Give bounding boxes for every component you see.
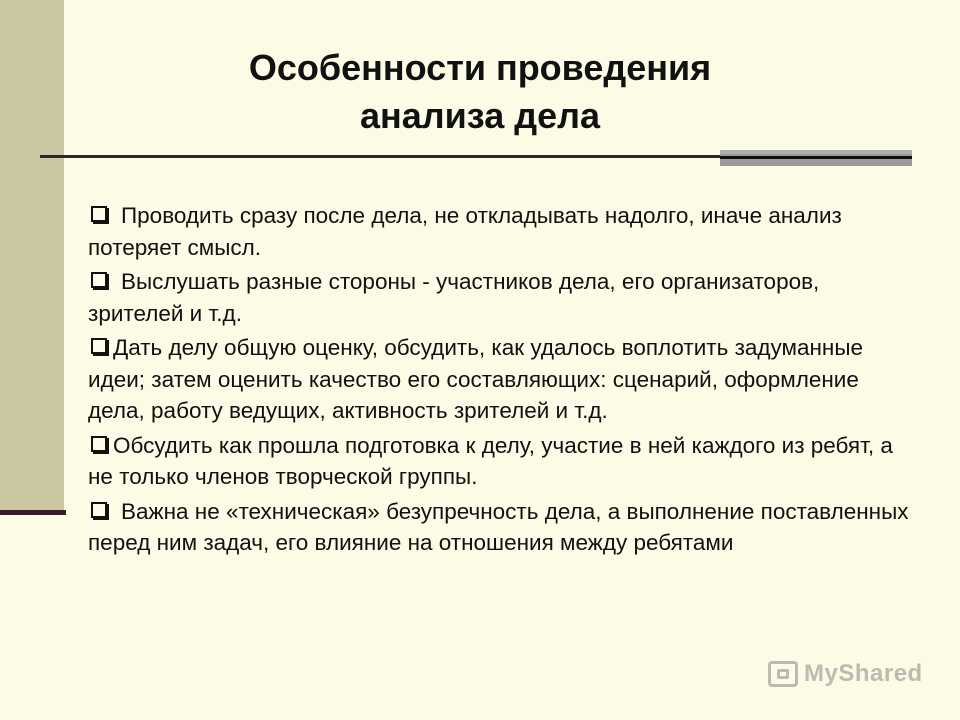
list-item-text: Важна не «техническая» безупречность дела, а выполнение поставленных перед ним задач, его влияние на отношения между ребятами	[88, 498, 909, 555]
watermark-logo	[768, 656, 923, 692]
bullet-list	[88, 200, 918, 562]
watermark-text: MyShared	[804, 660, 923, 687]
checkbox-bullet-icon	[91, 338, 107, 354]
list-item-text: Выслушать разные стороны - участников дела, его организаторов, зрителей и т.д.	[88, 269, 820, 326]
checkbox-bullet-icon	[91, 436, 107, 452]
checkbox-bullet-icon	[91, 272, 107, 288]
slide-title-line-1: Особенности проведения	[248, 47, 712, 88]
list-item	[88, 496, 918, 559]
list-item	[88, 332, 918, 427]
presentation-icon	[768, 661, 798, 687]
title-divider-accent	[720, 150, 912, 166]
title-divider	[40, 155, 726, 158]
checkbox-bullet-icon	[91, 502, 107, 518]
left-decor-bar	[0, 0, 64, 512]
list-item-text: Дать делу общую оценку, обсудить, как удалось воплотить задуманные идеи; затем оценить качество его составляющих: сценарий, оформление дела, работу ведущих, активность зрителей и т.д.	[88, 335, 864, 423]
left-decor-line	[0, 510, 66, 515]
checkbox-bullet-icon	[91, 206, 107, 222]
list-item-text: Обсудить как прошла подготовка к делу, участие в ней каждого из ребят, а не только членов творческой группы.	[88, 432, 893, 489]
slide-title	[140, 44, 820, 140]
list-item-text: Проводить сразу после дела, не откладывать надолго, иначе анализ потеряет смысл.	[88, 203, 842, 260]
list-item	[88, 200, 918, 263]
slide-title-line-2: анализа дела	[360, 95, 600, 136]
list-item	[88, 430, 918, 493]
list-item	[88, 266, 918, 329]
